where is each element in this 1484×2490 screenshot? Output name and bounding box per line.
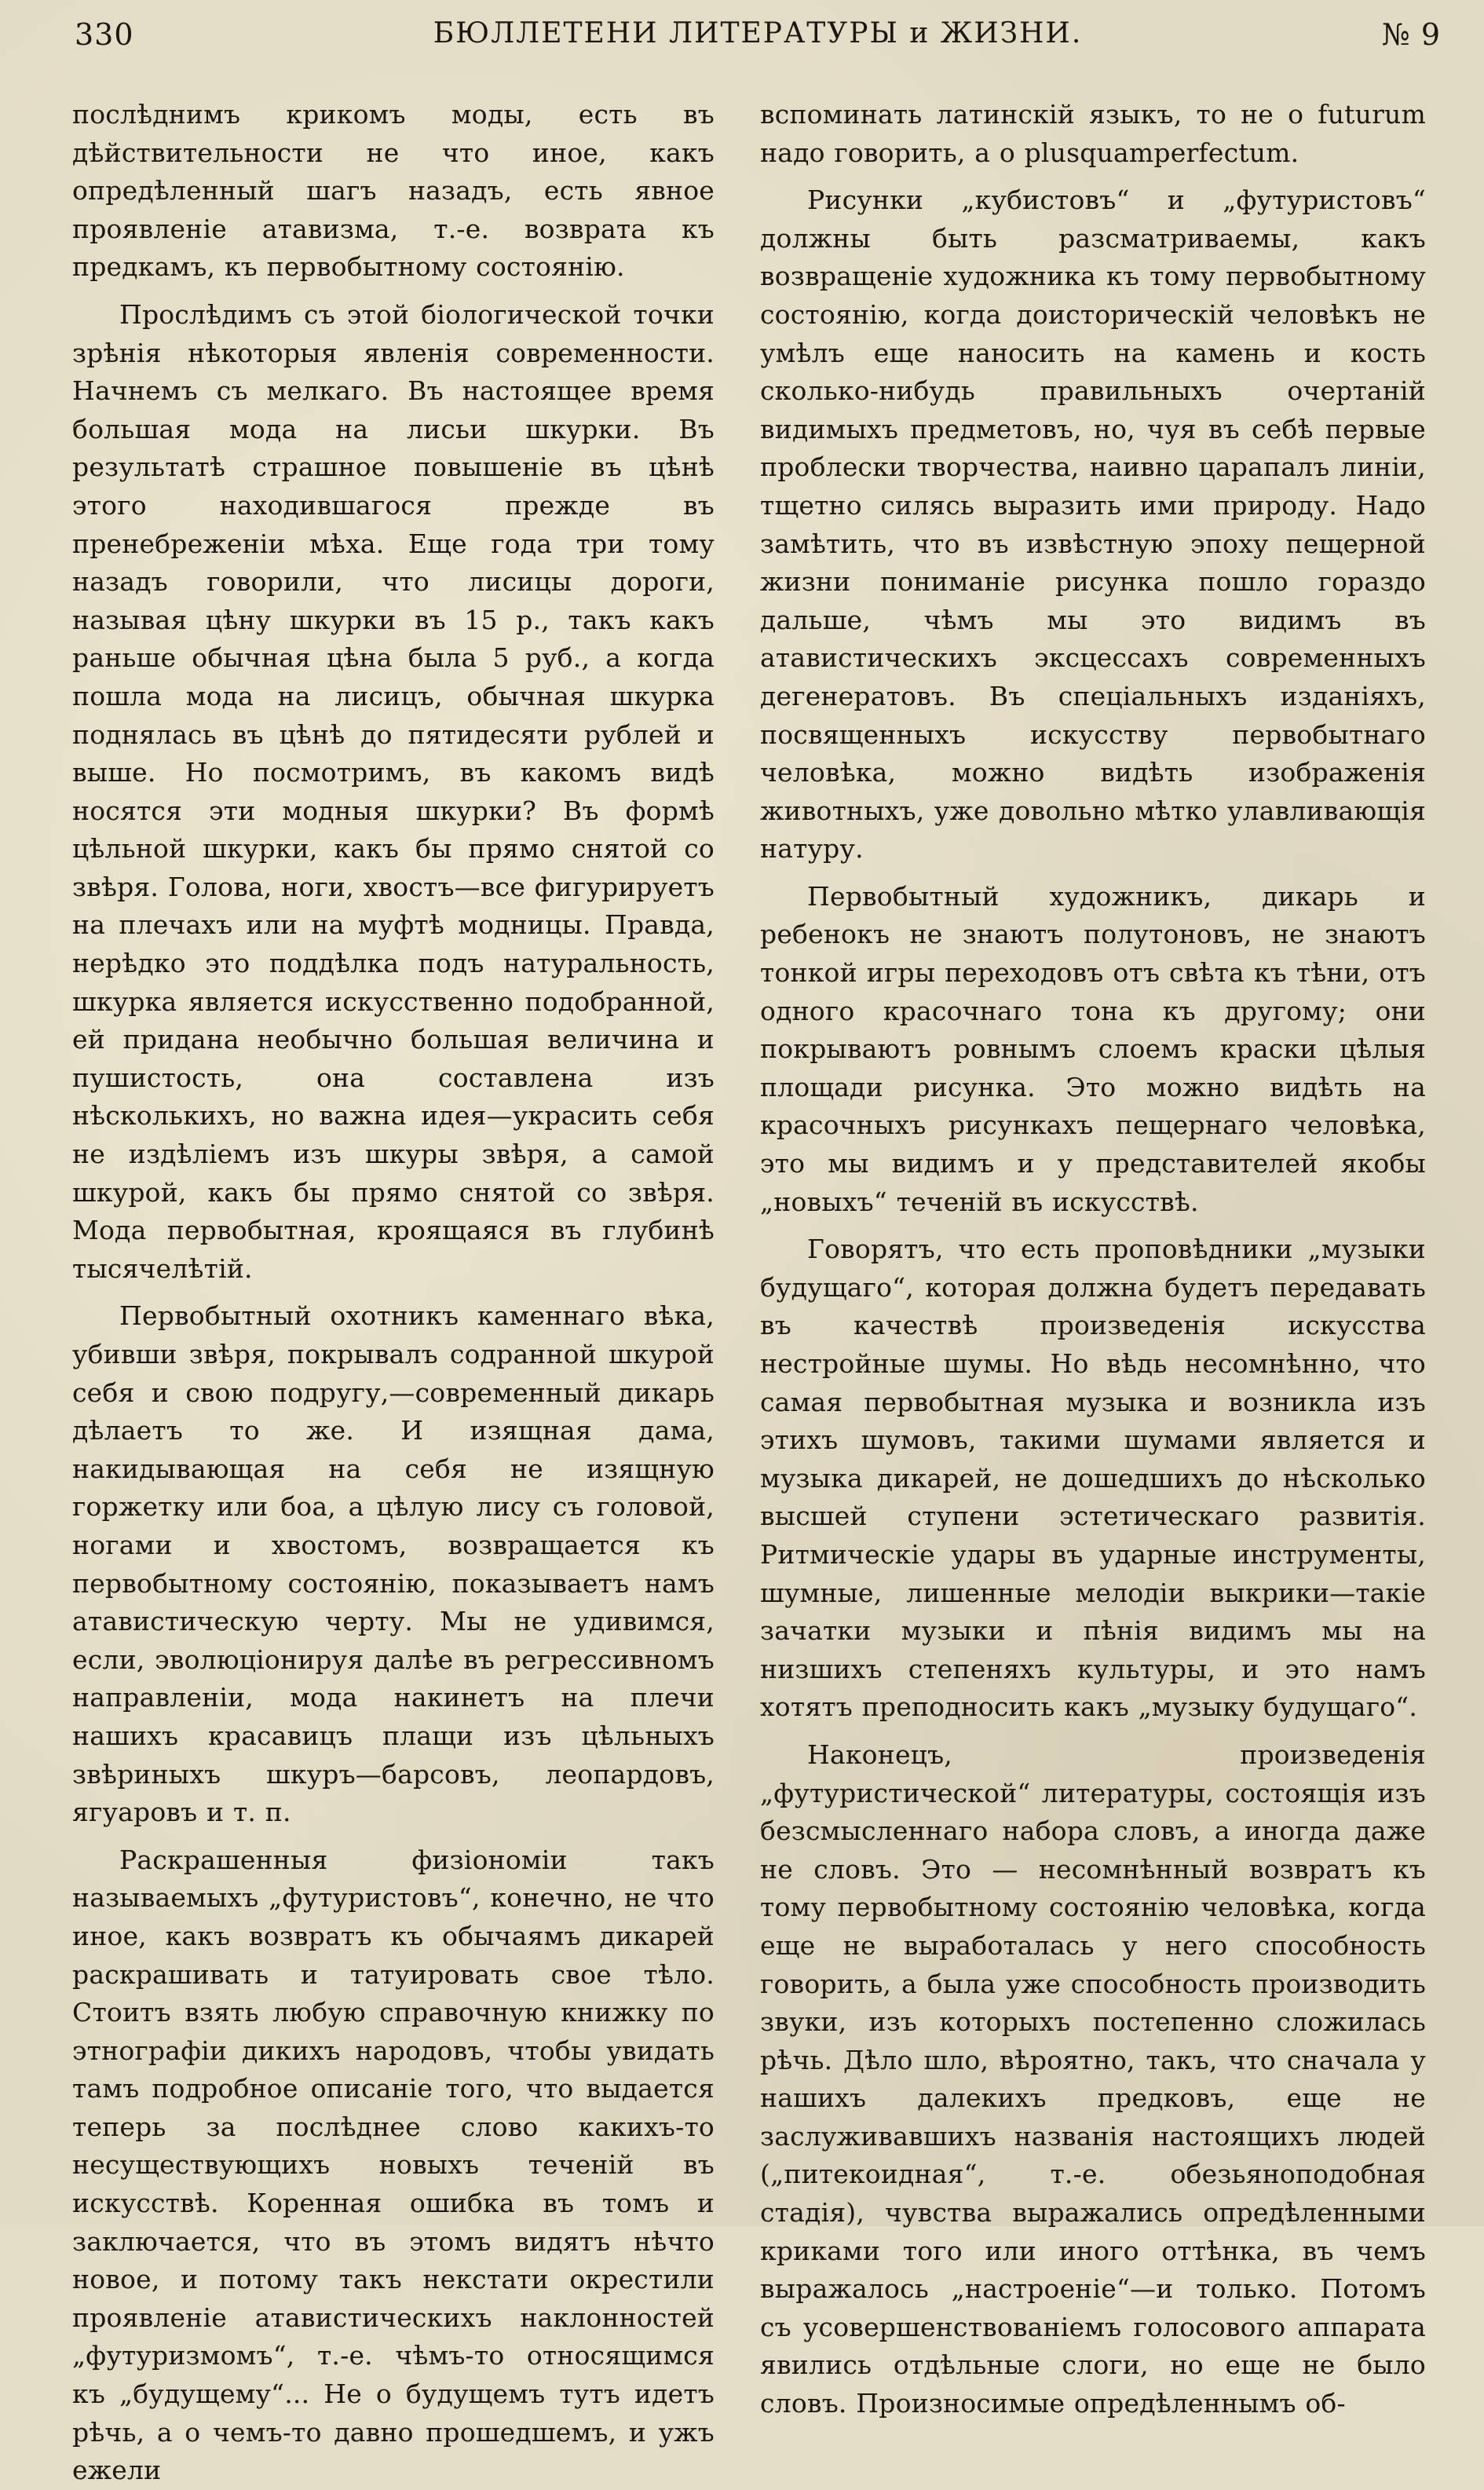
issue-number: № 9 <box>1381 17 1441 52</box>
paragraph: Первобытный охотникъ каменнаго вѣка, убивши звѣря, покрывалъ содранной шкурой себя и свою подругу,—современный дикарь дѣлаетъ то же. И изящная дама, накидывающая на себя не изящную горжетку или боа, а цѣлую лису съ головой, ногами и хвостомъ, возвращается къ первобытному состоянію, показываетъ намъ атавистическую черту. Мы не удивимся, если, эволюціонируя далѣе въ регрессивномъ направленіи, мода накинетъ на плечи нашихъ красавицъ плащи изъ цѣльныхъ звѣриныхъ шкуръ—барсовъ, леопардовъ, ягуаровъ и т. п. <box>72 1300 715 1828</box>
left-column <box>72 96 715 2486</box>
right-column <box>760 96 1426 2419</box>
paragraph: Рисунки „кубистовъ“ и „футуристовъ“ должны быть разсматриваемы, какъ возвращеніе художника къ тому первобытному состоянію, когда доисторическій человѣкъ не умѣлъ еще наносить на камень и кость сколько-нибудь правильныхъ очертаній видимыхъ предметовъ, но, чуя въ себѣ первые проблески творчества, наивно царапалъ линіи, тщетно силясь выразить ими природу. Надо замѣтить, что въ извѣстную эпоху пещерной жизни пониманіе рисунка пошло гораздо дальше, чѣмъ мы это видимъ въ атавистическихъ эксцессахъ современныхъ дегенератовъ. Въ спеціальныхъ изданіяхъ, посвященныхъ искусству первобытнаго человѣка, можно видѣть изображенія животныхъ, уже довольно мѣтко улавливающія натуру. <box>760 185 1426 865</box>
running-title: БЮЛЛЕТЕНИ ЛИТЕРАТУРЫ и ЖИЗНИ. <box>433 17 1083 49</box>
page-header <box>75 17 1441 64</box>
paragraph: Раскрашенныя физіономіи такъ называемыхъ „футуристовъ“, конечно, не что иное, какъ возвратъ къ обычаямъ дикарей раскрашивать и татуировать свое тѣло. Стоитъ взять любую справочную книжку по этнографіи дикихъ народовъ, чтобы увидать тамъ подробное описаніе того, что выдается теперь за послѣднее слово какихъ-то несуществующихъ новыхъ теченій въ искусствѣ. Коренная ошибка въ томъ и заключается, что въ этомъ видятъ нѣчто новое, и потому такъ некстати окрестили проявленіе атавистическихъ наклонностей „футуризмомъ“, т.-е. чѣмъ-то относящимся къ „будущему“... Не о будущемъ тутъ идетъ рѣчь, а о чемъ-то давно прошедшемъ, и ужъ ежели <box>72 1844 715 2486</box>
paragraph: Прослѣдимъ съ этой біологической точки зрѣнія нѣкоторыя явленія современности. Начнемъ съ мелкаго. Въ настоящее время большая мода на лисьи шкурки. Въ результатѣ страшное повышеніе въ цѣнѣ этого находившагося прежде въ пренебреженіи мѣха. Еще года три тому назадъ говорили, что лисицы дороги, называя цѣну шкурки въ 15 р., такъ какъ раньше обычная цѣна была 5 руб., а когда пошла мода на лисицъ, обычная шкурка поднялась въ цѣнѣ до пятидесяти рублей и выше. Но посмотримъ, въ какомъ видѣ носятся эти модныя шкурки? Въ формѣ цѣльной шкурки, какъ бы прямо снятой со звѣря. Голова, ноги, хвостъ—все фигурируетъ на плечахъ или на муфтѣ модницы. Правда, нерѣдко это поддѣлка подъ натуральность, шкурка является искусственно подобранной, ей придана необычно большая величина и пушистость, она составлена изъ нѣсколькихъ, но важна идея—украсить себя не издѣліемъ изъ шкуры звѣря, а самой шкурой, какъ бы прямо снятой со звѣря. Мода первобытная, кроящаяся въ глубинѣ тысячелѣтій. <box>72 298 715 1284</box>
paragraph: Наконецъ, произведенія „футуристической“ литературы, состоящія изъ безсмысленнаго набора словъ, а иногда даже не словъ. Это — несомнѣнный возвратъ къ тому первобытному состоянію человѣка, когда еще не выработалась у него способность говорить, а была уже способность производить звуки, изъ которыхъ постепенно сложилась рѣчь. Дѣло шло, вѣроятно, такъ, что сначала у нашихъ далекихъ предковъ, еще не заслуживавшихъ названія настоящихъ людей („питекоидная“, т.-е. обезьяноподобная стадія), чувства выражались опредѣленными криками того или иного оттѣнка, въ чемъ выражалось „настроеніе“—и только. Потомъ съ усовершенствованіемъ голосового аппарата явились отдѣльные слоги, но еще не было словъ. Произносимые опредѣленнымъ об- <box>760 1739 1426 2419</box>
paragraph: Говорятъ, что есть проповѣдники „музыки будущаго“, которая должна будетъ передавать въ качествѣ произведенія искусства нестройные шумы. Но вѣдь несомнѣнно, что самая первобытная музыка и возникла изъ этихъ шумовъ, такими шумами является и музыка дикарей, не дошедшихъ до нѣсколько высшей ступени эстетическаго развитія. Ритмическіе удары въ ударные инструменты, шумные, лишенные мелодіи выкрики—такіе зачатки музыки и пѣнія видимъ мы на низшихъ степеняхъ культуры, и это намъ хотятъ преподносить какъ „музыку будущаго“. <box>760 1234 1426 1723</box>
page-number: 330 <box>75 17 134 52</box>
paragraph: Первобытный художникъ, дикарь и ребенокъ не знаютъ полутоновъ, не знаютъ тонкой игры переходовъ отъ свѣта къ тѣни, отъ одного красочнаго тона къ другому; они покрываютъ ровнымъ слоемъ краски цѣлыя площади рисунка. Это можно видѣть на красочныхъ рисункахъ пещернаго человѣка, это мы видимъ и у представителей якобы „новыхъ“ теченій въ искусствѣ. <box>760 880 1426 1217</box>
paragraph: послѣднимъ крикомъ моды, есть въ дѣйствительности не что иное, какъ опредѣленный шагъ назадъ, есть явное проявленіе атавизма, т.-е. возврата къ предкамъ, къ первобытному состоянію. <box>72 99 715 283</box>
paragraph: вспоминать латинскій языкъ, то не о futurum надо говорить, а о plusquamperfectum. <box>760 99 1426 168</box>
